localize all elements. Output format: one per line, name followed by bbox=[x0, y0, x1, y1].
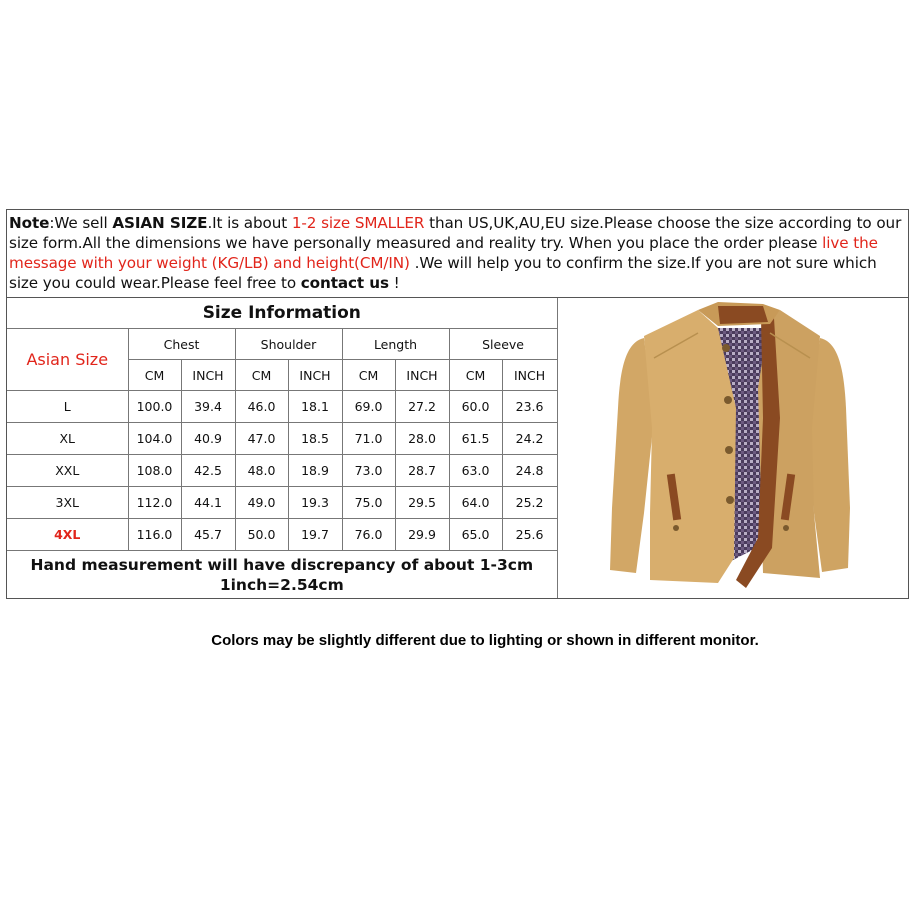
size-label-highlight: 4XL bbox=[7, 519, 128, 551]
unit-header: CM bbox=[449, 360, 502, 391]
note-label: Note bbox=[9, 214, 50, 232]
size-label: L bbox=[7, 391, 128, 423]
table-cell: 29.5 bbox=[395, 487, 449, 519]
table-cell: 47.0 bbox=[235, 423, 288, 455]
table-cell: 39.4 bbox=[181, 391, 235, 423]
chest-header: Chest bbox=[128, 329, 235, 360]
table-cell: 48.0 bbox=[235, 455, 288, 487]
table-cell: 28.0 bbox=[395, 423, 449, 455]
unit-header: INCH bbox=[288, 360, 342, 391]
asian-size-text: ASIAN SIZE bbox=[112, 214, 208, 232]
note-text-3: than US,UK,AU,EU size.Please choose the size according to our size form.All the dimensions we have personally measured and reality try. When you place the order please bbox=[9, 214, 902, 252]
size-note bbox=[7, 210, 908, 298]
jacket-image bbox=[558, 298, 907, 598]
table-cell: 61.5 bbox=[449, 423, 502, 455]
table-cell: 45.7 bbox=[181, 519, 235, 551]
unit-header: INCH bbox=[181, 360, 235, 391]
table-cell: 25.6 bbox=[502, 519, 557, 551]
table-cell: 18.1 bbox=[288, 391, 342, 423]
table-cell: 40.9 bbox=[181, 423, 235, 455]
table-title: Size Information bbox=[7, 298, 557, 329]
table-cell: 44.1 bbox=[181, 487, 235, 519]
size-label: XL bbox=[7, 423, 128, 455]
table-group-header-row bbox=[7, 329, 557, 360]
table-cell: 25.2 bbox=[502, 487, 557, 519]
table-row bbox=[7, 487, 557, 519]
table-cell: 100.0 bbox=[128, 391, 181, 423]
unit-header: CM bbox=[235, 360, 288, 391]
table-cell: 24.8 bbox=[502, 455, 557, 487]
table-row bbox=[7, 455, 557, 487]
shoulder-header: Shoulder bbox=[235, 329, 342, 360]
product-photo-cell bbox=[557, 298, 908, 598]
table-cell: 42.5 bbox=[181, 455, 235, 487]
measurement-discrepancy-text: Hand measurement will have discrepancy of about 1-3cm bbox=[30, 555, 534, 574]
table-cell: 116.0 bbox=[128, 519, 181, 551]
table-cell: 60.0 bbox=[449, 391, 502, 423]
table-cell: 19.3 bbox=[288, 487, 342, 519]
unit-header: CM bbox=[128, 360, 181, 391]
table-cell: 108.0 bbox=[128, 455, 181, 487]
contact-us-text: contact us bbox=[300, 274, 389, 292]
size-chart-panel bbox=[6, 209, 909, 599]
measurement-footnote bbox=[7, 551, 557, 598]
table-cell: 50.0 bbox=[235, 519, 288, 551]
unit-header: INCH bbox=[395, 360, 449, 391]
table-row bbox=[7, 519, 557, 551]
table-cell: 73.0 bbox=[342, 455, 395, 487]
length-header: Length bbox=[342, 329, 449, 360]
table-row bbox=[7, 391, 557, 423]
table-cell: 65.0 bbox=[449, 519, 502, 551]
table-cell: 76.0 bbox=[342, 519, 395, 551]
note-text-2: .It is about bbox=[207, 214, 292, 232]
table-row bbox=[7, 423, 557, 455]
smaller-warning: 1-2 size SMALLER bbox=[291, 214, 425, 232]
size-label: 3XL bbox=[7, 487, 128, 519]
table-cell: 64.0 bbox=[449, 487, 502, 519]
asian-size-header: Asian Size bbox=[7, 329, 128, 391]
table-cell: 18.9 bbox=[288, 455, 342, 487]
table-cell: 24.2 bbox=[502, 423, 557, 455]
inch-conversion-text: 1inch=2.54cm bbox=[219, 575, 344, 594]
note-text-4: .We will help you to confirm the size.If you are not sure which size you could wear.Please feel free to bbox=[9, 254, 877, 292]
table-cell: 75.0 bbox=[342, 487, 395, 519]
note-text-5: ! bbox=[388, 274, 400, 292]
table-cell: 112.0 bbox=[128, 487, 181, 519]
color-disclaimer: Colors may be slightly different due to lighting or shown in different monitor. bbox=[211, 632, 759, 649]
table-cell: 46.0 bbox=[235, 391, 288, 423]
table-cell: 19.7 bbox=[288, 519, 342, 551]
table-cell: 23.6 bbox=[502, 391, 557, 423]
table-cell: 104.0 bbox=[128, 423, 181, 455]
table-title-row bbox=[7, 298, 557, 329]
leave-message-instruction: live the message with your weight (KG/LB) and height(CM/IN) bbox=[9, 234, 878, 272]
table-cell: 69.0 bbox=[342, 391, 395, 423]
sleeve-header: Sleeve bbox=[449, 329, 557, 360]
table-cell: 49.0 bbox=[235, 487, 288, 519]
table-cell: 63.0 bbox=[449, 455, 502, 487]
table-cell: 27.2 bbox=[395, 391, 449, 423]
table-cell: 18.5 bbox=[288, 423, 342, 455]
table-cell: 29.9 bbox=[395, 519, 449, 551]
table-cell: 28.7 bbox=[395, 455, 449, 487]
table-footer-row bbox=[7, 551, 557, 598]
note-text-1: :We sell bbox=[49, 214, 113, 232]
size-label: XXL bbox=[7, 455, 128, 487]
table-cell: 71.0 bbox=[342, 423, 395, 455]
unit-header: CM bbox=[342, 360, 395, 391]
size-table bbox=[7, 298, 558, 598]
unit-header: INCH bbox=[502, 360, 557, 391]
